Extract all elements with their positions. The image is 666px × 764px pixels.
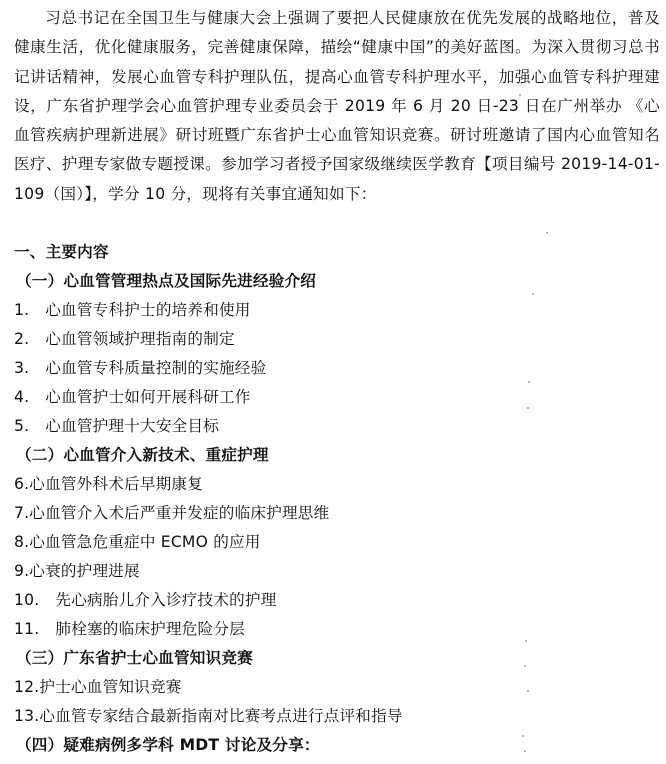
- list-item: [14, 499, 329, 528]
- item-number: 4.: [14, 388, 30, 406]
- list-item: [14, 557, 140, 586]
- list-item: [14, 296, 251, 325]
- scan-speck: [528, 381, 530, 383]
- list-item: [14, 412, 219, 441]
- list-item: [14, 528, 261, 557]
- scan-speck: [524, 665, 526, 667]
- item-number: 6.: [14, 475, 30, 493]
- intro-paragraph: 习总书记在全国卫生与健康大会上强调了要把人民健康放在优先发展的战略地位，普及健康生活，优化健康服务，完善健康保障，描绘“健康中国”的美好蓝图。为深入贯彻习总书记讲话精神，发展心血管专科护理队伍，提高心血管专科护理水平，加强心血管专科护理建设，广东省护理学会心血管护理专业委员会于 2019 年 6 月 20 日-23 日在广州举办 《心血管疾病护理新进展》研讨班暨广东省护士心血管知识竞赛。研讨班邀请了国内心血管知名医疗、护理专家做专题授课。参加学习者授予国家级继续医学教育【项目编号 2019-14-01-109（国）】，学分 10 分，现将有关事宜通知如下：: [14, 9, 660, 203]
- item-text: 心衰的护理进展: [29, 562, 140, 580]
- item-number: 11.: [14, 620, 40, 638]
- item-number: 7.: [14, 504, 30, 522]
- scan-speck: [519, 94, 521, 96]
- item-number: 12.: [14, 678, 40, 696]
- list-item: [14, 383, 251, 412]
- scan-speck: [525, 640, 527, 642]
- list-item: [14, 615, 245, 644]
- item-number: 8.: [14, 533, 30, 551]
- item-text: 心血管护士如何开展科研工作: [45, 388, 251, 406]
- list-item: [14, 702, 403, 731]
- item-number: 5.: [14, 417, 30, 435]
- group-title-2: （二）心血管介入新技术、重症护理: [16, 446, 269, 464]
- item-number: 10.: [14, 591, 40, 609]
- item-text: 心血管专家结合最新指南对比赛考点进行点评和指导: [39, 707, 403, 725]
- item-text: 心血管专科质量控制的实施经验: [45, 359, 267, 377]
- group-title-3: （三）广东省护士心血管知识竞赛: [16, 649, 253, 667]
- list-item: [14, 673, 182, 702]
- scan-speck: [527, 690, 529, 692]
- group-title-4: （四）疑难病例多学科 MDT 讨论及分享：: [16, 736, 320, 754]
- item-text: 心血管专科护士的培养和使用: [45, 301, 251, 319]
- scan-speck: [522, 735, 524, 737]
- item-text: 心血管护理十大安全目标: [45, 417, 220, 435]
- item-number: 1.: [14, 301, 30, 319]
- item-number: 3.: [14, 359, 30, 377]
- item-number: 13.: [14, 707, 40, 725]
- list-item: [14, 586, 277, 615]
- item-text: 心血管领域护理指南的制定: [45, 330, 235, 348]
- scan-speck: [546, 232, 548, 234]
- item-number: 9.: [14, 562, 30, 580]
- group-title-1: （一）心血管管理热点及国际先进经验介绍: [16, 272, 317, 290]
- list-item: [14, 470, 203, 499]
- item-text: 心血管介入术后严重并发症的临床护理思维: [29, 504, 330, 522]
- section-title: 一、主要内容: [14, 243, 109, 261]
- scan-speck: [527, 407, 529, 409]
- item-text: 心血管急危重症中 ECMO 的应用: [29, 533, 261, 551]
- scan-speck: [532, 293, 534, 295]
- scan-speck: [524, 750, 526, 752]
- item-text: 肺栓塞的临床护理危险分层: [55, 620, 245, 638]
- list-item: [14, 354, 266, 383]
- item-text: 先心病胎儿介入诊疗技术的护理: [55, 591, 277, 609]
- item-text: 心血管外科术后早期康复: [29, 475, 204, 493]
- list-item: [14, 325, 235, 354]
- item-number: 2.: [14, 330, 30, 348]
- item-text: 护士心血管知识竞赛: [39, 678, 182, 696]
